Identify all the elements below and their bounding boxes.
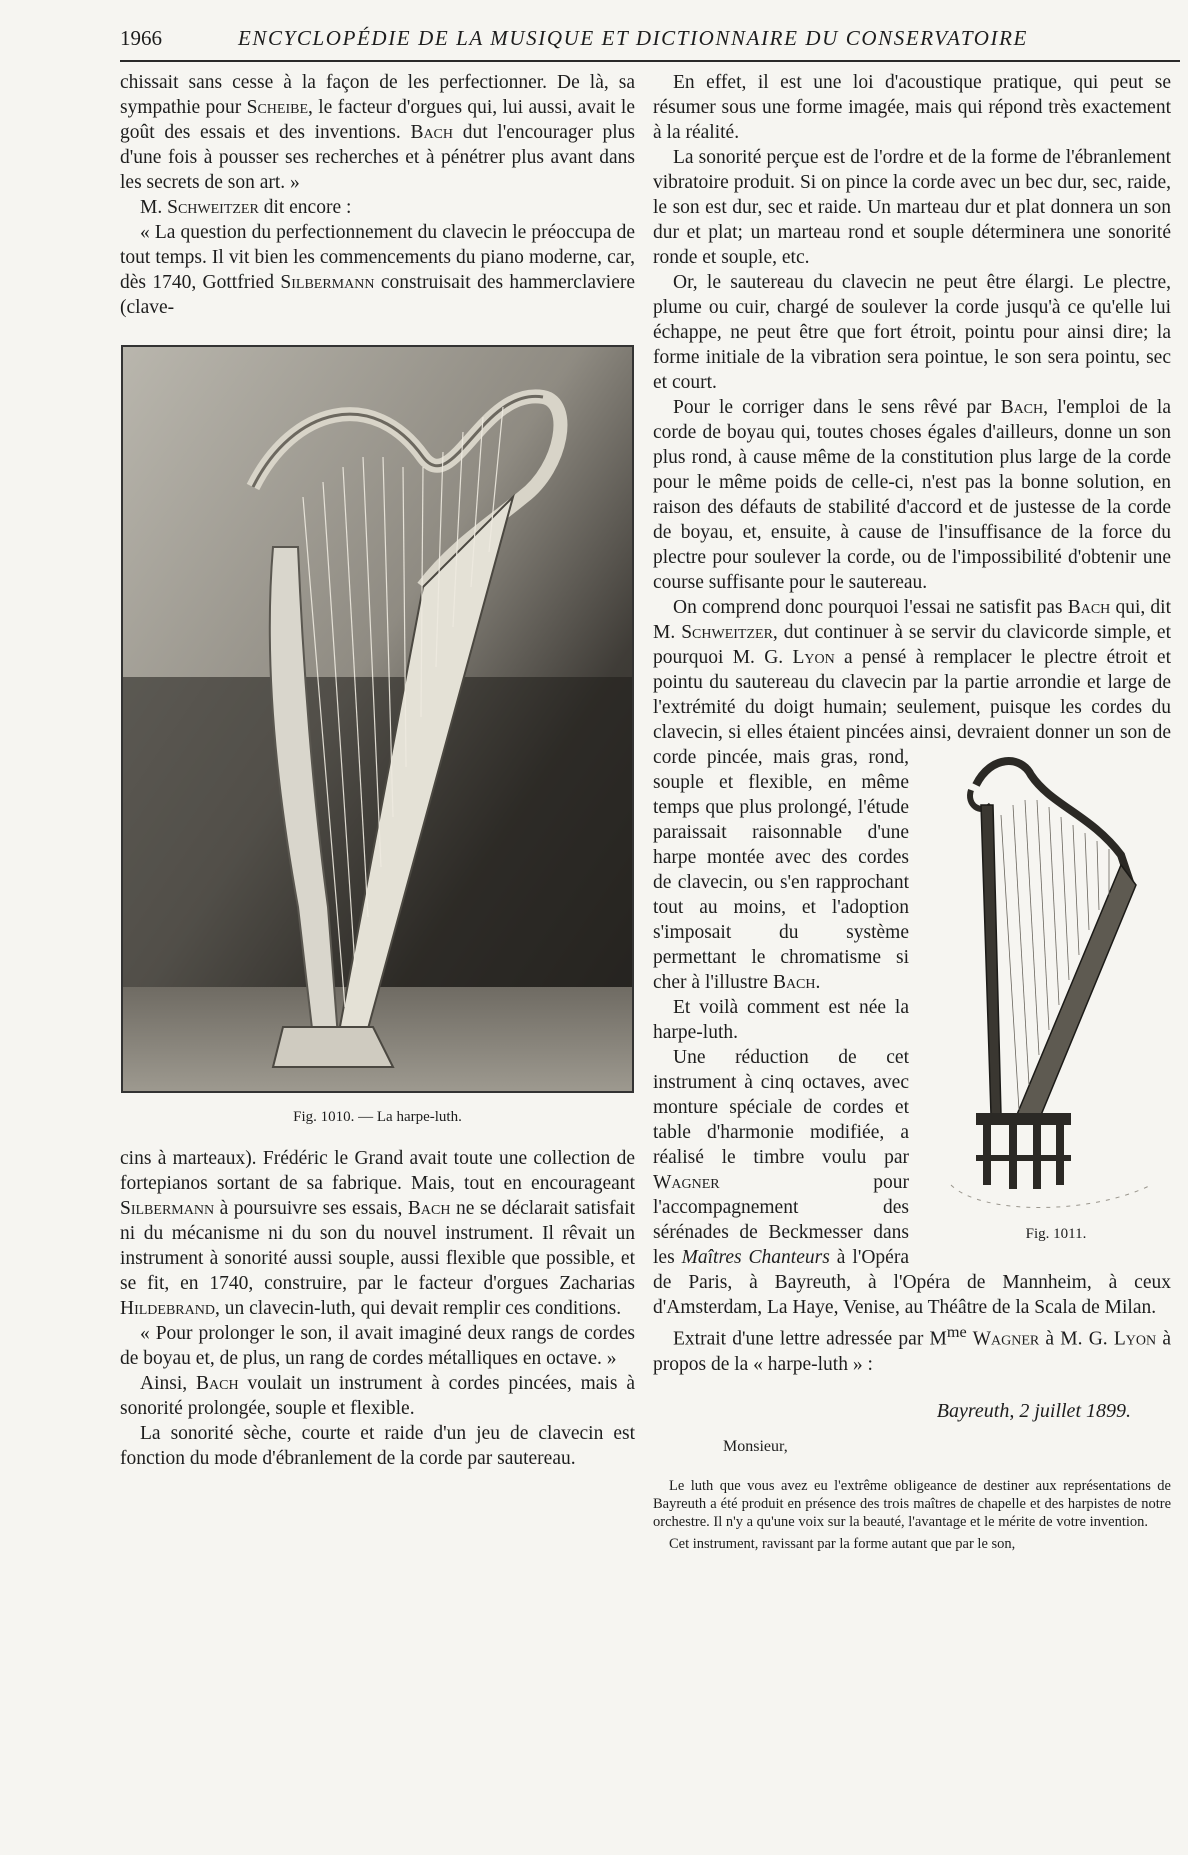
paragraph: M. Schweitzer dit encore :	[140, 197, 352, 218]
paragraph: Ainsi, Bach voulait un instrument à cordes pincées, mais à sonorité prolongée, souple et flexible.	[120, 1373, 635, 1419]
paragraph: On comprend donc pourquoi l'essai ne satisfit pas Bach qui, dit M. Schweitzer, dut continuer à se servir du clavicorde simple, et pourquoi M. G. Lyon a pensé à remplacer le plectre étroit et pointu du sautereau du clavecin par la partie arrondie et large de l'extrémité du doigt humain; seulement, puisque les cordes du clavecin, si elles étaient pincées ainsi, devraient donner un son de corde pincée, mais gras, rond, Fig. 1011. souple et flexible, en même temps que plus prolongé, l'étude paraissait raisonnable d'une harpe montée avec des cordes de clavecin, ou s'en rapprochant tout au moins, et l'adoption s'imposait du système permettant le chromatisme si cher à l'illustre Bach.	[653, 595, 1171, 995]
letter-date: Bayreuth, 2 juillet 1899.	[936, 1399, 1131, 1422]
paragraph: Or, le sautereau du clavecin ne peut être élargi. Le plectre, plume ou cuir, chargé de soulever la corde jusqu'à ce qu'elle lui échappe, ne peut être que fort étroit, pointu pour ainsi dire; la forme initiale de la vibration sera pointue, le son sera pointu, sec et court.	[653, 272, 1171, 393]
running-title: ENCYCLOPÉDIE DE LA MUSIQUE ET DICTIONNAIRE DU CONSERVATOIRE	[238, 26, 1028, 50]
paragraph: La sonorité perçue est de l'ordre et de la forme de l'ébranlement vibratoire produit. Si on pince la corde avec un bec dur, sec, raide, le son est dur, sec et raide. Un marteau dur et plat donnera un son dur et plat; un marteau rond et souple déterminera une sonorité ronde et souple, etc.	[653, 147, 1171, 268]
harp-on-stand-illustration	[921, 745, 1171, 1220]
letter-paragraph: Le luth que vous avez eu l'extrême obligeance de destiner aux représentations de Bayreuth a été produit en présence des trois maîtres de chapelle et des harpistes de notre orchestre. Il n'y a qu'une voix sur la beauté, l'avantage et le mérite de votre invention.	[653, 1477, 1171, 1530]
page-header	[120, 26, 1180, 62]
figure-1011-caption: Fig. 1011.	[1025, 1226, 1087, 1242]
letter-salutation: Monsieur,	[723, 1437, 788, 1455]
paragraph: « La question du perfectionnement du clavecin le préoccupa de tout temps. Il vit bien les commencements du piano moderne, car, dès 1740, Gottfried Silbermann construisait des hammerclaviere (clave-	[120, 222, 635, 318]
letter-body	[653, 1477, 1171, 1553]
letter-paragraph: Cet instrument, ravissant par la forme autant que par le son,	[669, 1535, 1016, 1552]
paragraph: « Pour prolonger le son, il avait imaginé deux rangs de cordes de boyau et, de plus, un rang de cordes métalliques en octave. »	[120, 1323, 635, 1369]
paragraph: chissait sans cesse à la façon de les perfectionner. De là, sa sympathie pour Scheibe, le facteur d'orgues qui, lui aussi, avait le goût des essais et des inventions. Bach dut l'encourager plus d'une fois à pousser ses recherches et à pénétrer plus avant dans les secrets de son art. »	[120, 72, 635, 193]
figure-1010-caption: Fig. 1010. — La harpe-luth.	[293, 1109, 462, 1125]
paragraph: Pour le corriger dans le sens rêvé par Bach, l'emploi de la corde de boyau qui, toutes choses égales d'ailleurs, donne un son plus rond, à cause même de la constitution plus large de la corde pour le même poids de celle-ci, n'est pas la bonne solution, en raison des défauts de stabilité d'accord et de justesse de la corde de boyau, et, ensuite, à cause de l'insuffisance de la force du plectre pour soulever la corde, ou de l'impossibilité d'obtenir une course suffisante pour le sautereau.	[653, 397, 1171, 593]
paragraph: cins à marteaux). Frédéric le Grand avait toute une collection de fortepianos sortant de sa fabrique. Mais, tout en encourageant Silbermann à poursuivre ses essais, Bach ne se déclarait satisfait ni du mécanisme ni du son du nouvel instrument. Il rêvait un instrument à sonorité aussi souple, aussi flexible que possible, et se fit, en 1740, construire, par le facteur d'orgues Zacharias Hildebrand, un clavecin-luth, qui devait remplir ces conditions.	[120, 1148, 635, 1319]
right-column	[653, 70, 1171, 1845]
page-number: 1966	[120, 26, 162, 50]
figure-1011-harp-image	[921, 745, 1171, 1250]
paragraph: Une réduction de cet instrument à cinq octaves, avec monture spéciale de cordes et table d'harmonie modifiée, a réalisé le timbre voulu par Wagner pour l'accompagnement des sérénades de Beckmesser dans les Maîtres Chanteurs à l'Opéra de Paris, à Bayreuth, à l'Opéra de Mannheim, à ceux d'Amsterdam, La Haye, Venise, au Théâtre de la Scala de Milan.	[653, 1047, 1171, 1318]
paragraph: Et voilà comment est née la harpe-luth.	[653, 997, 909, 1043]
paragraph: En effet, il est une loi d'acoustique pratique, qui peut se résumer sous une forme imagée, mais qui répond très exactement à la réalité.	[653, 72, 1171, 143]
figure-1010-harp-image	[121, 345, 634, 1093]
left-column	[120, 70, 635, 1845]
harp-illustration	[123, 347, 632, 1091]
paragraph: La sonorité sèche, courte et raide d'un jeu de clavecin est fonction du mode d'ébranlement de la corde par sautereau.	[120, 1423, 635, 1469]
paragraph: Extrait d'une lettre adressée par $M^{me}$ Wagner à M. G. Lyon à propos de la « harpe-luth » :	[653, 1323, 1171, 1375]
